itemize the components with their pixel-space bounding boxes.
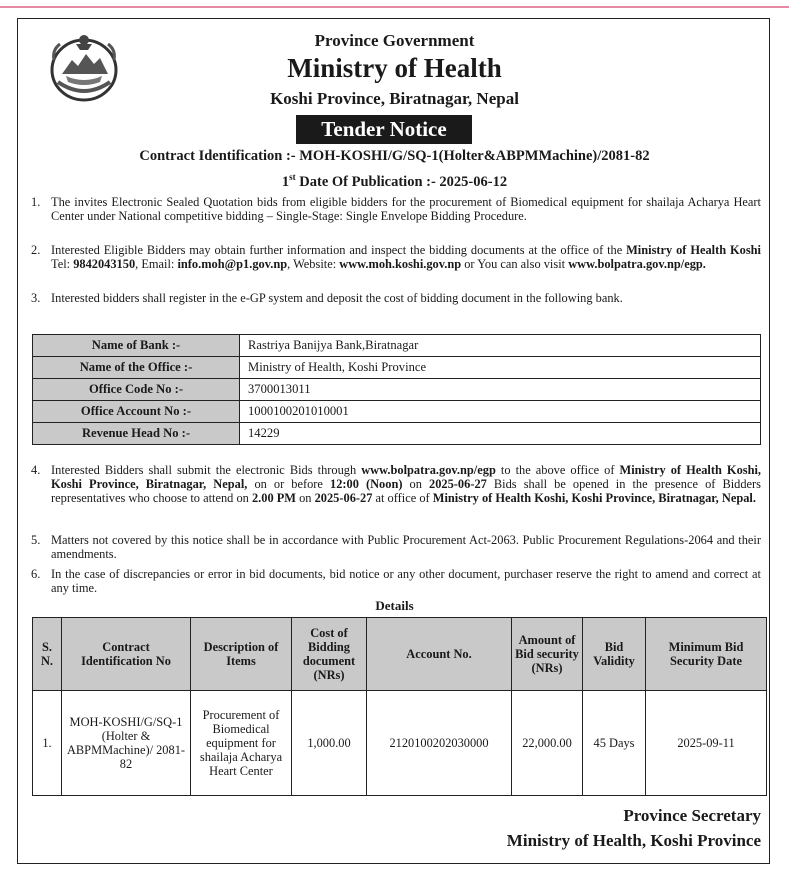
- table-cell: MOH-KOSHI/G/SQ-1 (Holter & ABPMMachine)/ 2081-82: [62, 691, 191, 796]
- details-heading: Details: [375, 598, 414, 613]
- column-header: Bid Validity: [583, 618, 646, 691]
- notice-item-1: 1. The invites Electronic Sealed Quotation bids from eligible bidders for the procurement of Biomedical equipment for shailaja Acharya Heart Center under National competitive bidding – Single-Stage: Single Envelope Bidding Procedure.: [31, 195, 761, 223]
- bank-value: Ministry of Health, Koshi Province: [240, 357, 761, 379]
- table-row: [33, 335, 761, 357]
- table-row: [33, 423, 761, 445]
- table-cell: 1.: [33, 691, 62, 796]
- notice-item-4: 4. Interested Bidders shall submit the electronic Bids through www.bolpatra.gov.np/egp to the above office of Ministry of Health Koshi, Koshi Province, Biratnagar, Nepal, on or before 12:00 (Noon) on 2025-06-27 Bids shall be opened in the presence of Bidders representatives who choose to attend on 2.00 PM on 2025-06-27 at office of Ministry of Health Koshi, Koshi Province, Biratnagar, Nepal.: [31, 463, 762, 505]
- notice-item-5: 5. Matters not covered by this notice shall be in accordance with Public Procurement Act-2063. Public Procurement Regulations-2064 and their amendments.: [31, 533, 761, 561]
- bank-value: Rastriya Banijya Bank,Biratnagar: [240, 335, 761, 357]
- table-row: [33, 357, 761, 379]
- table-row: [33, 379, 761, 401]
- column-header: Cost of Bidding document (NRs): [292, 618, 367, 691]
- signature-title: Province Secretary: [623, 806, 761, 825]
- top-divider: [0, 6, 789, 8]
- bank-value: 1000100201010001: [240, 401, 761, 423]
- notice-item-2: 2. Interested Eligible Bidders may obtain further information and inspect the bidding documents at the office of the Ministry of Health Koshi Tel: 9842043150, Email: info.moh@p1.gov.np, Website: www.moh.koshi.gov.np or You can also visit www.bolpatra.gov.np/egp.: [31, 243, 761, 271]
- location-subtitle: Koshi Province, Biratnagar, Nepal: [270, 89, 519, 108]
- column-header: S. N.: [33, 618, 62, 691]
- signature-office: Ministry of Health, Koshi Province: [506, 831, 761, 850]
- table-row: [33, 691, 767, 796]
- contract-identification: Contract Identification :- MOH-KOSHI/G/SQ-1(Holter&ABPMMachine)/2081-82: [139, 148, 650, 164]
- bank-value: 14229: [240, 423, 761, 445]
- bank-label: Office Account No :-: [33, 401, 240, 423]
- column-header: Minimum Bid Security Date: [646, 618, 767, 691]
- column-header: Description of Items: [191, 618, 292, 691]
- bank-label: Revenue Head No :-: [33, 423, 240, 445]
- bank-details-table: [32, 334, 761, 445]
- table-cell: 1,000.00: [292, 691, 367, 796]
- column-header: Amount of Bid security (NRs): [512, 618, 583, 691]
- publication-date: 1st Date Of Publication :- 2025-06-12: [281, 172, 508, 190]
- table-cell: 2120100202030000: [367, 691, 512, 796]
- bank-label: Office Code No :-: [33, 379, 240, 401]
- ministry-title: Ministry of Health: [287, 53, 502, 83]
- table-cell: 2025-09-11: [646, 691, 767, 796]
- notice-item-6: 6. In the case of discrepancies or error in bid documents, bid notice or any other document, purchaser reserve the right to amend and correct at any time.: [31, 567, 761, 595]
- table-cell: 45 Days: [583, 691, 646, 796]
- bank-value: 3700013011: [240, 379, 761, 401]
- table-header-row: [33, 618, 767, 691]
- bank-label: Name of Bank :-: [33, 335, 240, 357]
- table-row: [33, 401, 761, 423]
- notice-item-3: 3. Interested bidders shall register in the e-GP system and deposit the cost of bidding document in the following bank.: [31, 291, 623, 305]
- table-cell: Procurement of Biomedical equipment for shailaja Acharya Heart Center: [191, 691, 292, 796]
- province-government-heading: Province Government: [314, 31, 475, 50]
- bank-label: Name of the Office :-: [33, 357, 240, 379]
- tender-notice-badge: Tender Notice: [296, 115, 472, 144]
- column-header: Contract Identification No: [62, 618, 191, 691]
- table-cell: 22,000.00: [512, 691, 583, 796]
- column-header: Account No.: [367, 618, 512, 691]
- details-table: [32, 617, 767, 796]
